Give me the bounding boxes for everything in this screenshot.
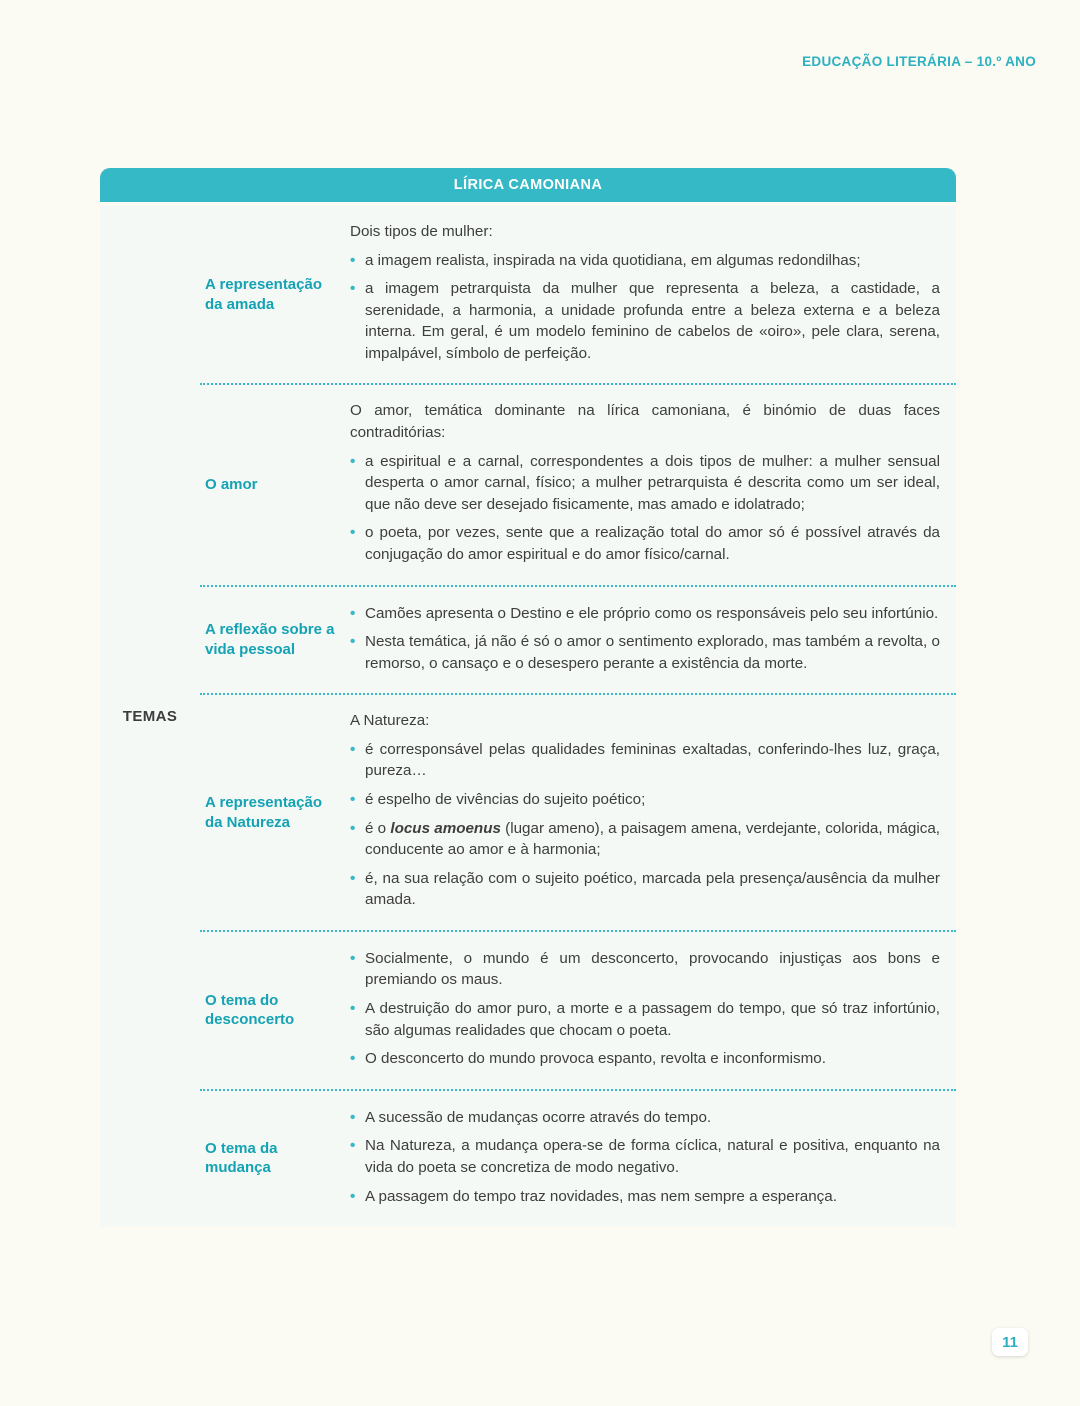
bullet-icon: • <box>350 633 356 651</box>
row-content <box>350 587 956 694</box>
bullet-icon: • <box>350 819 356 837</box>
bullet-item <box>350 631 940 674</box>
bullet-text-emphasis: locus amoenus <box>390 819 501 837</box>
bullet-text: é, na sua relação com o sujeito poético, marcada pela presença/ausência da mulher amada. <box>365 869 940 909</box>
bullet-text: Socialmente, o mundo é um desconcerto, provocando injustiças aos bons e premiando os maus. <box>365 949 940 989</box>
bullet-icon: • <box>350 251 356 269</box>
bullet-list <box>350 1107 940 1207</box>
table-row <box>200 585 956 694</box>
page-header <box>802 54 1036 69</box>
bullet-text: a imagem petrarquista da mulher que representa a beleza, a castidade, a serenidade, a harmonia, a unidade profunda entre a beleza externa e a beleza interna. Em geral, é um modelo feminino de cabelos de «oiro», pele clara, serena, impalpável, símbolo de perfeição. <box>365 280 940 362</box>
bullet-icon: • <box>350 1137 356 1155</box>
theme-label: A representação da amada <box>205 276 322 313</box>
theme-label: A reflexão sobre a vida pessoal <box>205 621 335 658</box>
row-content <box>350 695 956 930</box>
bullet-item <box>350 1186 940 1208</box>
bullet-text: a imagem realista, inspirada na vida quotidiana, em algumas redondilhas; <box>365 251 861 269</box>
row-content <box>350 932 956 1089</box>
table-row <box>200 206 956 383</box>
bullet-list <box>350 948 940 1070</box>
bullet-icon: • <box>350 1108 356 1126</box>
bullet-item <box>350 739 940 782</box>
row-intro: Dois tipos de mulher: <box>350 223 493 240</box>
table-row <box>200 383 956 584</box>
bullet-text: Na Natureza, a mudança opera-se de forma cíclica, natural e positiva, enquanto na vida do poeta se concretiza de modo negativo. <box>365 1137 940 1176</box>
bullet-item <box>350 522 940 565</box>
row-content <box>350 1091 956 1226</box>
bullet-item <box>350 998 940 1041</box>
bullet-icon: • <box>350 524 356 542</box>
bullet-item <box>350 818 940 861</box>
bullet-text: o poeta, por vezes, sente que a realização total do amor só é possível através da conjugação do amor espiritual e do amor físico/carnal. <box>365 524 940 563</box>
table-row <box>200 693 956 930</box>
bullet-text: é corresponsável pelas qualidades femininas exaltadas, conferindo-lhes luz, graça, pureza… <box>365 740 940 780</box>
bullet-item <box>350 868 940 911</box>
bullet-text <box>365 820 940 859</box>
bullet-icon: • <box>350 790 356 808</box>
page-header-text: EDUCAÇÃO LITERÁRIA – 10.º ANO <box>802 54 1036 69</box>
bullet-icon: • <box>350 604 356 622</box>
bullet-text: a espiritual e a carnal, correspondentes a dois tipos de mulher: a mulher sensual desperta o amor carnal, físico; a mulher petrarquista é descrita como um ser ideal, que não deve ser desejado fisicamente, mas amado e idolatrado; <box>365 452 940 513</box>
lirica-camoniana-table <box>100 168 956 1226</box>
bullet-icon: • <box>350 949 356 967</box>
bullet-text: Nesta temática, já não é só o amor o sentimento explorado, mas também a revolta, o remorso, o cansaço e o desespero perante a existência da morte. <box>365 633 940 672</box>
theme-label: O tema do desconcerto <box>205 991 295 1029</box>
table-rows <box>200 206 956 1226</box>
bullet-list <box>350 603 940 675</box>
table-title: LÍRICA CAMONIANA <box>100 168 956 202</box>
bullet-icon: • <box>350 740 356 758</box>
bullet-item <box>350 1135 940 1178</box>
bullet-text: A passagem do tempo traz novidades, mas nem sempre a esperança. <box>365 1187 837 1205</box>
page-number-badge: 11 <box>992 1328 1028 1356</box>
theme-label: O tema da mudança <box>205 1139 278 1177</box>
table-row <box>200 930 956 1089</box>
bullet-text: é espelho de vivências do sujeito poético; <box>365 790 646 808</box>
bullet-text: A destruição do amor puro, a morte e a passagem do tempo, que só traz infortúnio, são algumas realidades que chocam o poeta. <box>365 1000 940 1039</box>
bullet-item <box>350 451 940 516</box>
bullet-icon: • <box>350 1000 356 1018</box>
bullet-list <box>350 739 940 911</box>
bullet-text-post: (lugar ameno), a paisagem amena, verdejante, colorida, mágica, conducente ao amor e à harmonia; <box>365 819 941 859</box>
bullet-item <box>350 948 940 991</box>
bullet-icon: • <box>350 1050 356 1068</box>
bullet-list <box>350 451 940 566</box>
bullet-item <box>350 278 940 364</box>
temas-label: TEMAS <box>122 707 178 725</box>
bullet-icon: • <box>350 280 356 298</box>
row-intro: A Natureza: <box>350 712 430 730</box>
bullet-item <box>350 1107 940 1129</box>
bullet-text: Camões apresenta o Destino e ele próprio como os responsáveis pelo seu infortúnio. <box>365 604 939 622</box>
bullet-icon: • <box>350 869 356 887</box>
bullet-text-pre: é o <box>365 819 391 837</box>
bullet-item <box>350 603 940 625</box>
row-intro: O amor, temática dominante na lírica camoniana, é binómio de duas faces contraditórias: <box>350 402 940 442</box>
theme-label: O amor <box>205 476 258 494</box>
bullet-item <box>350 250 940 272</box>
bullet-text: O desconcerto do mundo provoca espanto, revolta e inconformismo. <box>365 1050 826 1068</box>
theme-label: A representação da Natureza <box>205 794 322 831</box>
table-body <box>100 206 956 1226</box>
bullet-list <box>350 250 940 365</box>
row-content <box>350 206 956 383</box>
bullet-item <box>350 789 940 811</box>
table-row <box>200 1089 956 1226</box>
bullet-icon: • <box>350 1187 356 1205</box>
bullet-item <box>350 1048 940 1070</box>
bullet-icon: • <box>350 452 356 470</box>
bullet-text: A sucessão de mudanças ocorre através do tempo. <box>365 1108 712 1126</box>
row-content <box>350 385 956 584</box>
